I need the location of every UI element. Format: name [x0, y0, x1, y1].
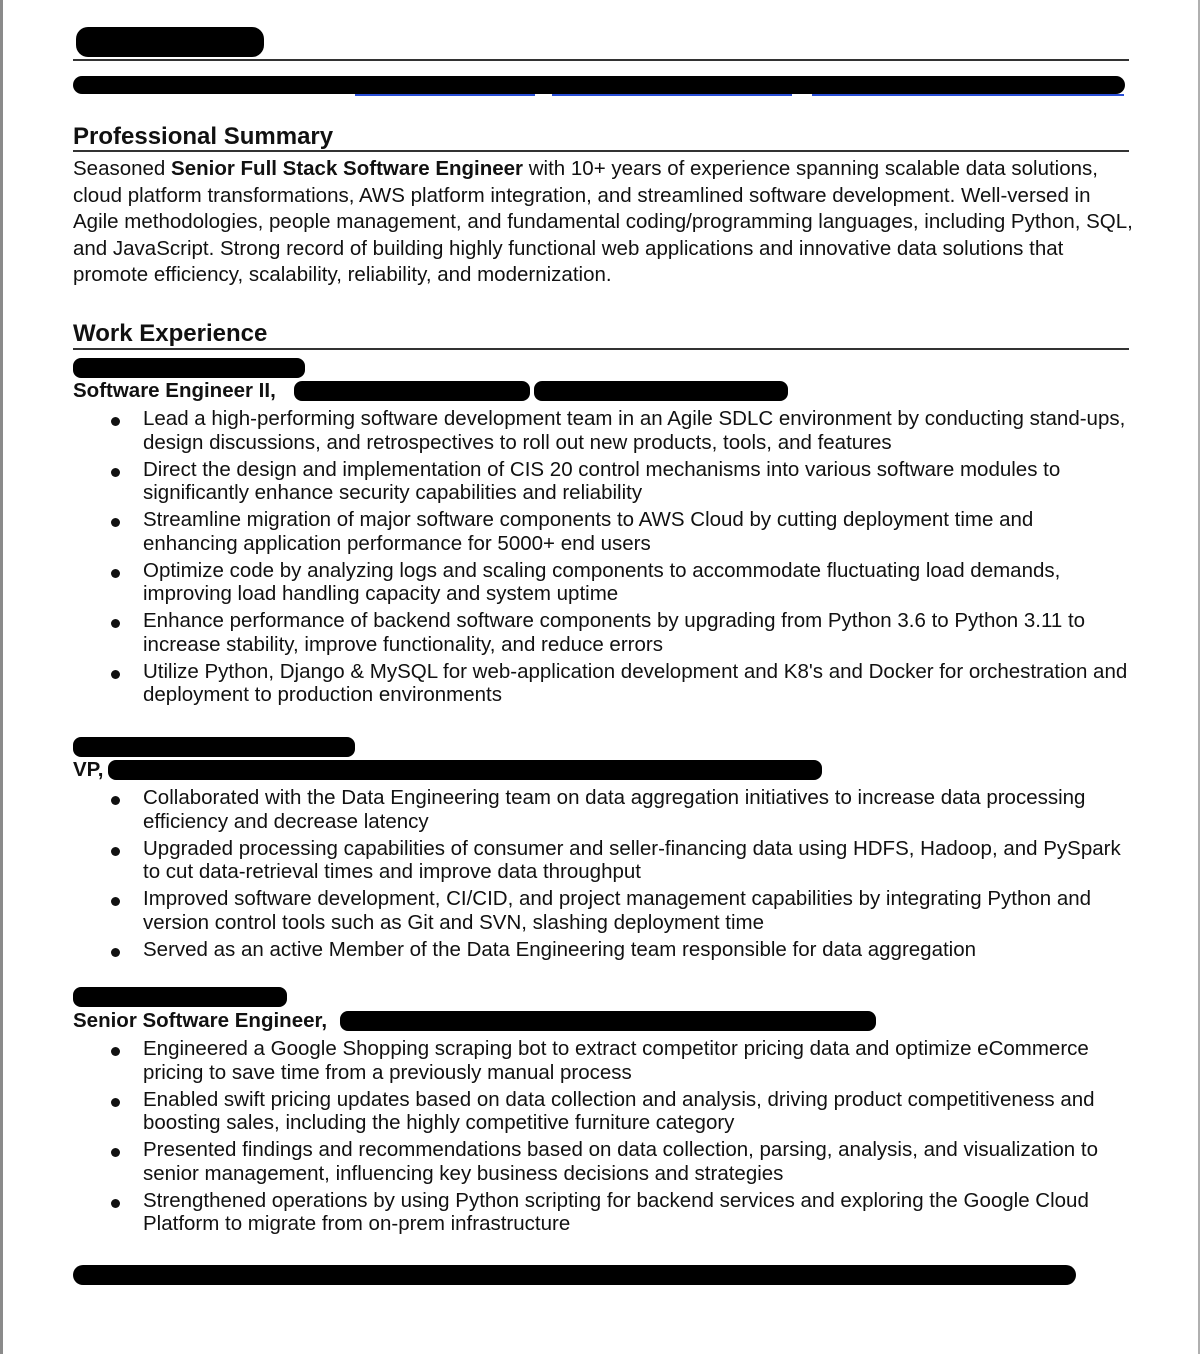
bullet-icon: [111, 569, 120, 578]
bullet-icon: [111, 948, 120, 957]
experience-divider: [73, 348, 1129, 350]
redacted-employer: [340, 1011, 876, 1031]
bullet-text: Optimize code by analyzing logs and scaling components to accommodate fluctuating load demands, improving load handling capacity and system uptime: [143, 558, 1061, 605]
bullet-text: Collaborated with the Data Engineering team on data aggregation initiatives to increase data processing efficiency and decrease latency: [143, 786, 1086, 833]
summary-prefix: Seasoned: [73, 157, 172, 180]
list-item: [73, 786, 1133, 833]
summary-heading: Professional Summary: [73, 123, 334, 150]
job-bullet-list: [73, 786, 1133, 965]
list-item: [73, 559, 1133, 606]
bullet-icon: [111, 796, 120, 805]
contact-link-underline: [812, 94, 1124, 96]
header-divider: [73, 59, 1129, 61]
bullet-text: Streamline migration of major software components to AWS Cloud by cutting deployment time and enhancing application performance for 5000+ end users: [143, 508, 1034, 555]
bullet-text: Strengthened operations by using Python scripting for backend services and exploring the Google Cloud Platform to migrate from on-prem infrastructure: [143, 1188, 1089, 1235]
list-item: [73, 938, 1133, 962]
bullet-icon: [111, 1148, 120, 1157]
page-edge-left: [0, 0, 3, 1354]
bullet-text: Presented findings and recommendations based on data collection, parsing, analysis, and visualization to senior management, influencing key business decisions and strategies: [143, 1138, 1098, 1185]
list-item: [73, 508, 1133, 555]
list-item: [73, 458, 1133, 505]
redacted-company-dates: [73, 737, 355, 757]
bullet-text: Lead a high-performing software development team in an Agile SDLC environment by conducting stand-ups, design discussions, and retrospectives to roll out new products, tools, and features: [143, 407, 1126, 454]
job-title: Software Engineer II,: [73, 379, 276, 402]
summary-bold-title: Senior Full Stack Software Engineer: [171, 157, 524, 180]
job-bullet-list: [73, 407, 1133, 710]
list-item: [73, 609, 1133, 656]
bullet-text: Upgraded processing capabilities of consumer and seller-financing data using HDFS, Hadoop, and PySpark to cut data-retrieval times and improve data throughput: [143, 836, 1121, 883]
summary-divider: [73, 150, 1129, 152]
list-item: [73, 1189, 1133, 1236]
bullet-text: Engineered a Google Shopping scraping bot to extract competitor pricing data and optimize eCommerce pricing to save time from a previously manual process: [143, 1037, 1089, 1084]
bullet-text: Utilize Python, Django & MySQL for web-application development and K8's and Docker for orchestration and deployment to production environments: [143, 659, 1128, 706]
bullet-icon: [111, 1199, 120, 1208]
redacted-employer: [294, 381, 530, 401]
bullet-text: Enhance performance of backend software components by upgrading from Python 3.6 to Python 3.11 to increase stability, improve functionality, and reduce errors: [143, 609, 1086, 656]
redacted-location: [534, 381, 788, 401]
bullet-icon: [111, 518, 120, 527]
list-item: [73, 407, 1133, 454]
bullet-text: Served as an active Member of the Data Engineering team responsible for data aggregation: [143, 937, 977, 961]
summary-paragraph: [73, 156, 1133, 289]
bullet-icon: [111, 1098, 120, 1107]
job-title: Senior Software Engineer,: [73, 1009, 328, 1032]
list-item: [73, 660, 1133, 707]
list-item: [73, 887, 1133, 934]
bullet-icon: [111, 670, 120, 679]
bullet-icon: [111, 1047, 120, 1056]
list-item: [73, 1138, 1133, 1185]
redacted-company-dates: [73, 358, 305, 378]
redacted-employer: [108, 760, 822, 780]
contact-link-underline: [552, 94, 792, 96]
contact-link-underline: [355, 94, 535, 96]
redacted-name: [76, 27, 264, 57]
redacted-footer-line: [73, 1265, 1076, 1285]
job-title: VP,: [73, 758, 104, 781]
bullet-icon: [111, 417, 120, 426]
redacted-contact-line: [73, 76, 1125, 94]
summary-body: with 10+ years of experience spanning scalable data solutions, cloud platform transformations, AWS platform integration, and streamlined software development. Well-versed in Agile methodologies, people management, and fundamental coding/programming languages, including Python, SQL, and JavaScript. Strong record of building highly functional web applications and innovative data solutions that promote efficiency, scalability, reliability, and modernization.: [73, 157, 1133, 286]
list-item: [73, 1088, 1133, 1135]
list-item: [73, 1037, 1133, 1084]
bullet-icon: [111, 468, 120, 477]
experience-heading: Work Experience: [73, 320, 268, 347]
bullet-icon: [111, 619, 120, 628]
bullet-text: Enabled swift pricing updates based on data collection and analysis, driving product competitiveness and boosting sales, including the highly competitive furniture category: [143, 1087, 1095, 1134]
bullet-icon: [111, 897, 120, 906]
redacted-company-dates: [73, 987, 287, 1007]
list-item: [73, 837, 1133, 884]
bullet-icon: [111, 847, 120, 856]
job-bullet-list: [73, 1037, 1133, 1239]
bullet-text: Improved software development, CI/CID, and project management capabilities by integrating Python and version control tools such as Git and SVN, slashing deployment time: [143, 887, 1092, 934]
bullet-text: Direct the design and implementation of CIS 20 control mechanisms into various software modules to significantly enhance security capabilities and reliability: [143, 457, 1061, 504]
